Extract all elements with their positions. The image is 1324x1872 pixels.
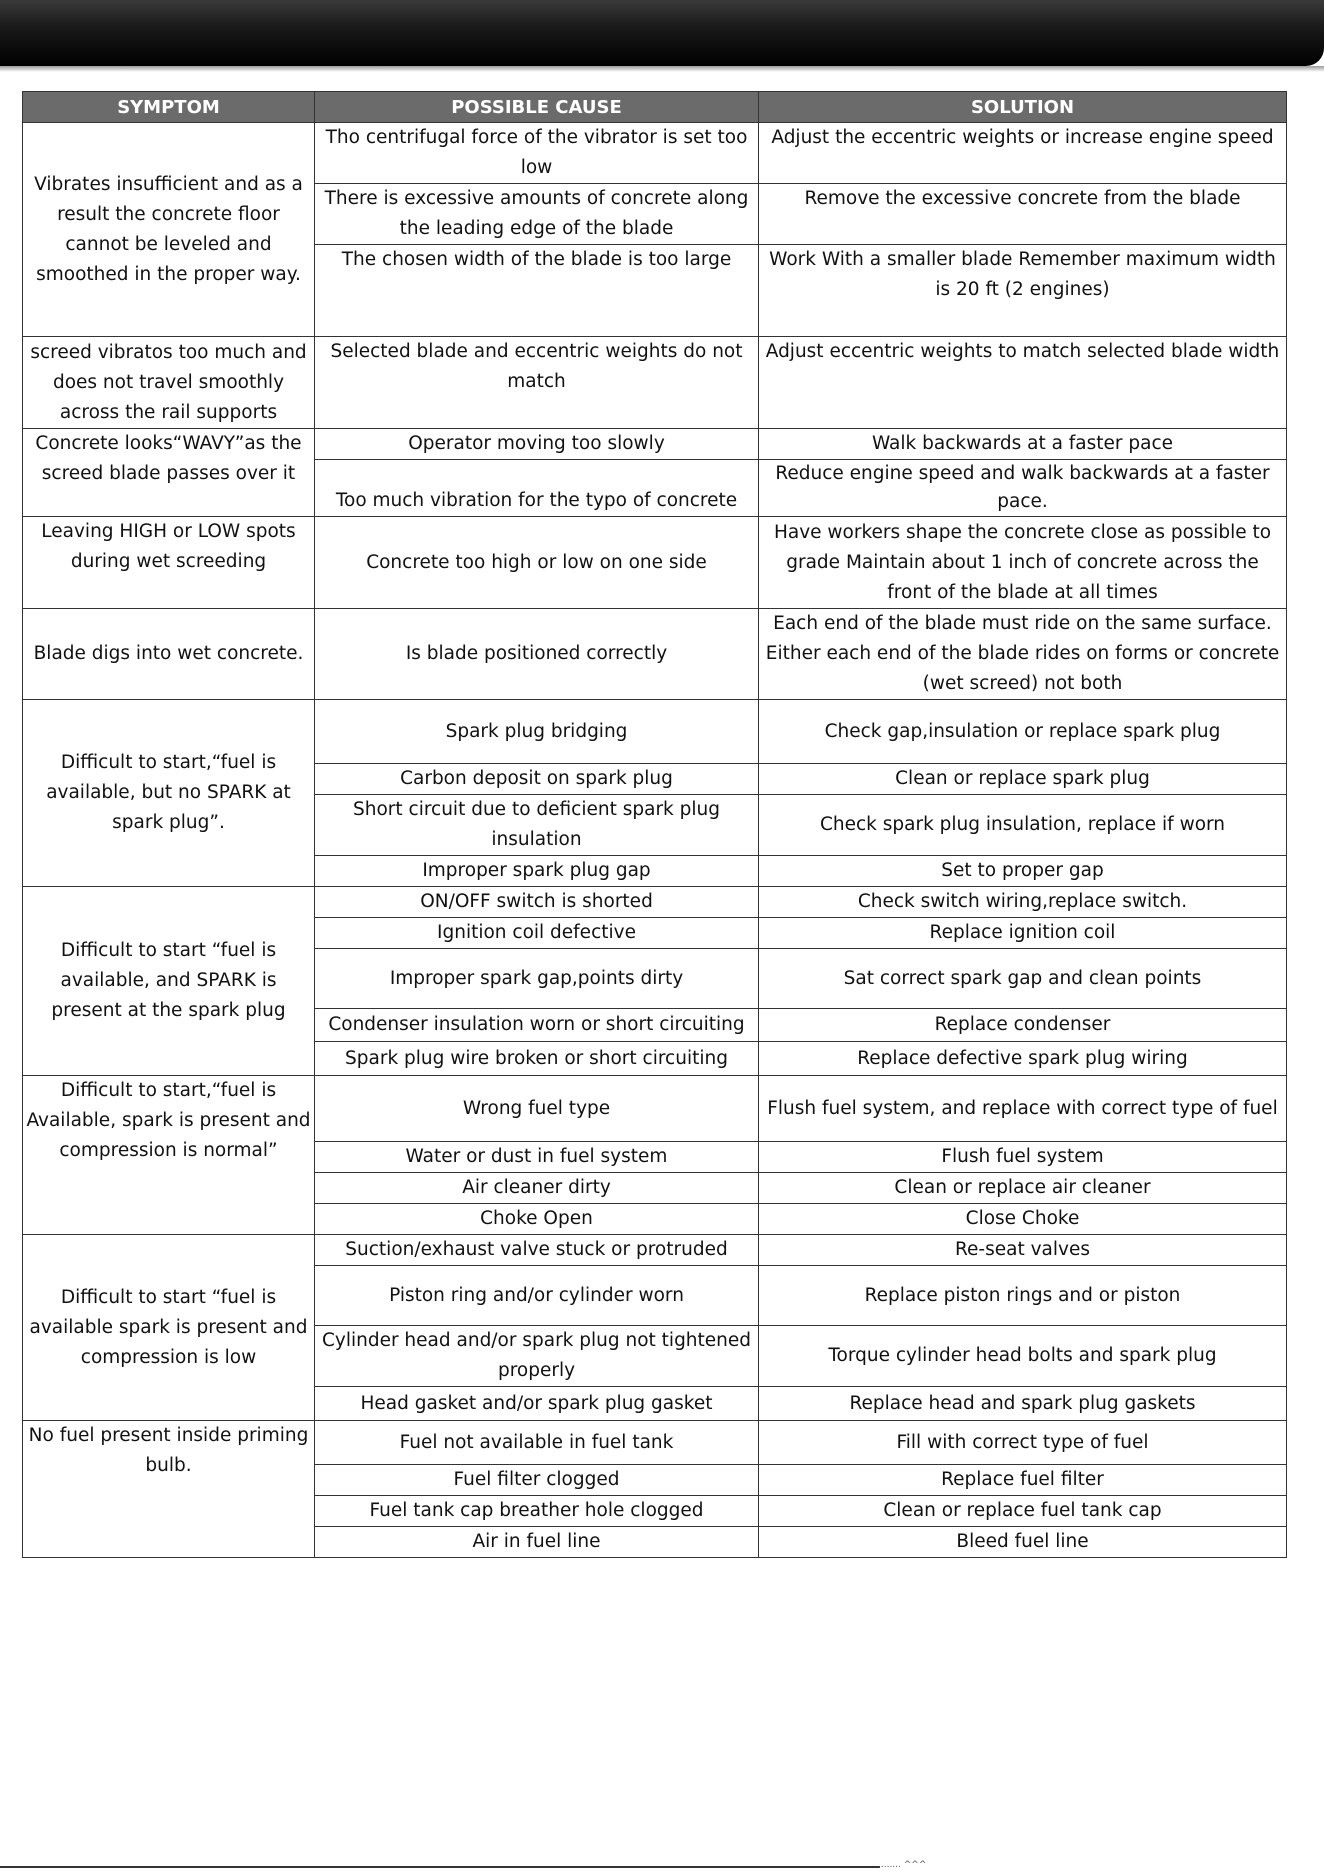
table-row (23, 429, 1287, 460)
symptom-cell: Concrete looks“WAVY”as the screed blade passes over it (23, 429, 315, 517)
cause-cell: Air cleaner dirty (315, 1173, 759, 1204)
cause-cell: There is excessive amounts of concrete along the leading edge of the blade (315, 184, 759, 245)
cause-cell: Improper spark gap,points dirty (315, 949, 759, 1009)
cause-cell: Selected blade and eccentric weights do not match (315, 337, 759, 429)
solution-cell: Clean or replace fuel tank cap (759, 1496, 1287, 1527)
table-row (23, 887, 1287, 918)
cause-cell: Air in fuel line (315, 1527, 759, 1558)
table-row (23, 123, 1287, 184)
cause-cell: Condenser insulation worn or short circuiting (315, 1009, 759, 1042)
symptom-cell: Difficult to start “fuel is available spark is present and compression is low (23, 1235, 315, 1421)
solution-cell: Fill with correct type of fuel (759, 1421, 1287, 1465)
cause-cell: Too much vibration for the typo of concrete (315, 460, 759, 517)
troubleshooting-table-container (22, 91, 1286, 1558)
symptom-cell: No fuel present inside priming bulb. (23, 1421, 315, 1558)
solution-cell: Each end of the blade must ride on the same surface. Either each end of the blade rides on forms or concrete (wet screed) not both (759, 609, 1287, 700)
solution-cell: Clean or replace air cleaner (759, 1173, 1287, 1204)
symptom-cell: Vibrates insufficient and as a result the concrete floor cannot be leveled and smoothed in the proper way. (23, 123, 315, 337)
cause-cell: Fuel tank cap breather hole clogged (315, 1496, 759, 1527)
table-row (23, 700, 1287, 764)
cause-cell: Concrete too high or low on one side (315, 517, 759, 609)
solution-cell: Check switch wiring,replace switch. (759, 887, 1287, 918)
footer-mark: ........ ^^^ (878, 1860, 927, 1870)
solution-cell: Flush fuel system, and replace with correct type of fuel (759, 1076, 1287, 1142)
symptom-cell: Leaving HIGH or LOW spots during wet screeding (23, 517, 315, 609)
cause-cell: Is blade positioned correctly (315, 609, 759, 700)
solution-cell: Work With a smaller blade Remember maximum width is 20 ft (2 engines) (759, 245, 1287, 337)
solution-cell: Torque cylinder head bolts and spark plug (759, 1326, 1287, 1387)
solution-cell: Bleed fuel line (759, 1527, 1287, 1558)
table-header-row (23, 92, 1287, 123)
solution-cell: Sat correct spark gap and clean points (759, 949, 1287, 1009)
solution-cell: Remove the excessive concrete from the blade (759, 184, 1287, 245)
cause-cell: Spark plug wire broken or short circuiting (315, 1042, 759, 1076)
cause-cell: Choke Open (315, 1204, 759, 1235)
cause-cell: Operator moving too slowly (315, 429, 759, 460)
solution-cell: Check spark plug insulation, replace if worn (759, 795, 1287, 856)
cause-cell: Carbon deposit on spark plug (315, 764, 759, 795)
symptom-cell: Blade digs into wet concrete. (23, 609, 315, 700)
symptom-cell: screed vibratos too much and does not travel smoothly across the rail supports (23, 337, 315, 429)
troubleshooting-table (22, 91, 1287, 1558)
solution-cell: Replace ignition coil (759, 918, 1287, 949)
cause-cell: Suction/exhaust valve stuck or protruded (315, 1235, 759, 1266)
cause-cell: ON/OFF switch is shorted (315, 887, 759, 918)
cause-cell: Ignition coil defective (315, 918, 759, 949)
solution-cell: Check gap,insulation or replace spark plug (759, 700, 1287, 764)
solution-cell: Adjust eccentric weights to match selected blade width (759, 337, 1287, 429)
table-row (23, 337, 1287, 429)
cause-cell: Fuel filter clogged (315, 1465, 759, 1496)
solution-cell: Walk backwards at a faster pace (759, 429, 1287, 460)
table-row (23, 1421, 1287, 1465)
cause-cell: Head gasket and/or spark plug gasket (315, 1387, 759, 1421)
symptom-cell: Difficult to start,“fuel is Available, spark is present and compression is normal” (23, 1076, 315, 1235)
cause-cell: Spark plug bridging (315, 700, 759, 764)
cause-cell: The chosen width of the blade is too large (315, 245, 759, 337)
symptom-cell: Difficult to start “fuel is available, and SPARK is present at the spark plug (23, 887, 315, 1076)
solution-cell: Reduce engine speed and walk backwards at a faster pace. (759, 460, 1287, 517)
table-row (23, 609, 1287, 700)
footer-rule (0, 1866, 880, 1868)
cause-cell: Tho centrifugal force of the vibrator is set too low (315, 123, 759, 184)
solution-cell: Replace fuel filter (759, 1465, 1287, 1496)
solution-cell: Re-seat valves (759, 1235, 1287, 1266)
cause-cell: Piston ring and/or cylinder worn (315, 1266, 759, 1326)
solution-cell: Replace piston rings and or piston (759, 1266, 1287, 1326)
solution-cell: Replace defective spark plug wiring (759, 1042, 1287, 1076)
solution-cell: Replace head and spark plug gaskets (759, 1387, 1287, 1421)
solution-cell: Adjust the eccentric weights or increase engine speed (759, 123, 1287, 184)
solution-cell: Set to proper gap (759, 856, 1287, 887)
page-header-bar (0, 0, 1324, 66)
header-solution: SOLUTION (759, 92, 1287, 123)
cause-cell: Improper spark plug gap (315, 856, 759, 887)
symptom-cell: Difficult to start,“fuel is available, but no SPARK at spark plug”. (23, 700, 315, 887)
header-possible-cause: POSSIBLE CAUSE (315, 92, 759, 123)
cause-cell: Wrong fuel type (315, 1076, 759, 1142)
cause-cell: Water or dust in fuel system (315, 1142, 759, 1173)
cause-cell: Cylinder head and/or spark plug not tightened properly (315, 1326, 759, 1387)
solution-cell: Clean or replace spark plug (759, 764, 1287, 795)
solution-cell: Have workers shape the concrete close as possible to grade Maintain about 1 inch of concrete across the front of the blade at all times (759, 517, 1287, 609)
header-symptom: SYMPTOM (23, 92, 315, 123)
cause-cell: Fuel not available in fuel tank (315, 1421, 759, 1465)
solution-cell: Close Choke (759, 1204, 1287, 1235)
table-row (23, 1076, 1287, 1142)
solution-cell: Replace condenser (759, 1009, 1287, 1042)
table-row (23, 517, 1287, 609)
table-row (23, 1235, 1287, 1266)
solution-cell: Flush fuel system (759, 1142, 1287, 1173)
cause-cell: Short circuit due to deficient spark plug insulation (315, 795, 759, 856)
